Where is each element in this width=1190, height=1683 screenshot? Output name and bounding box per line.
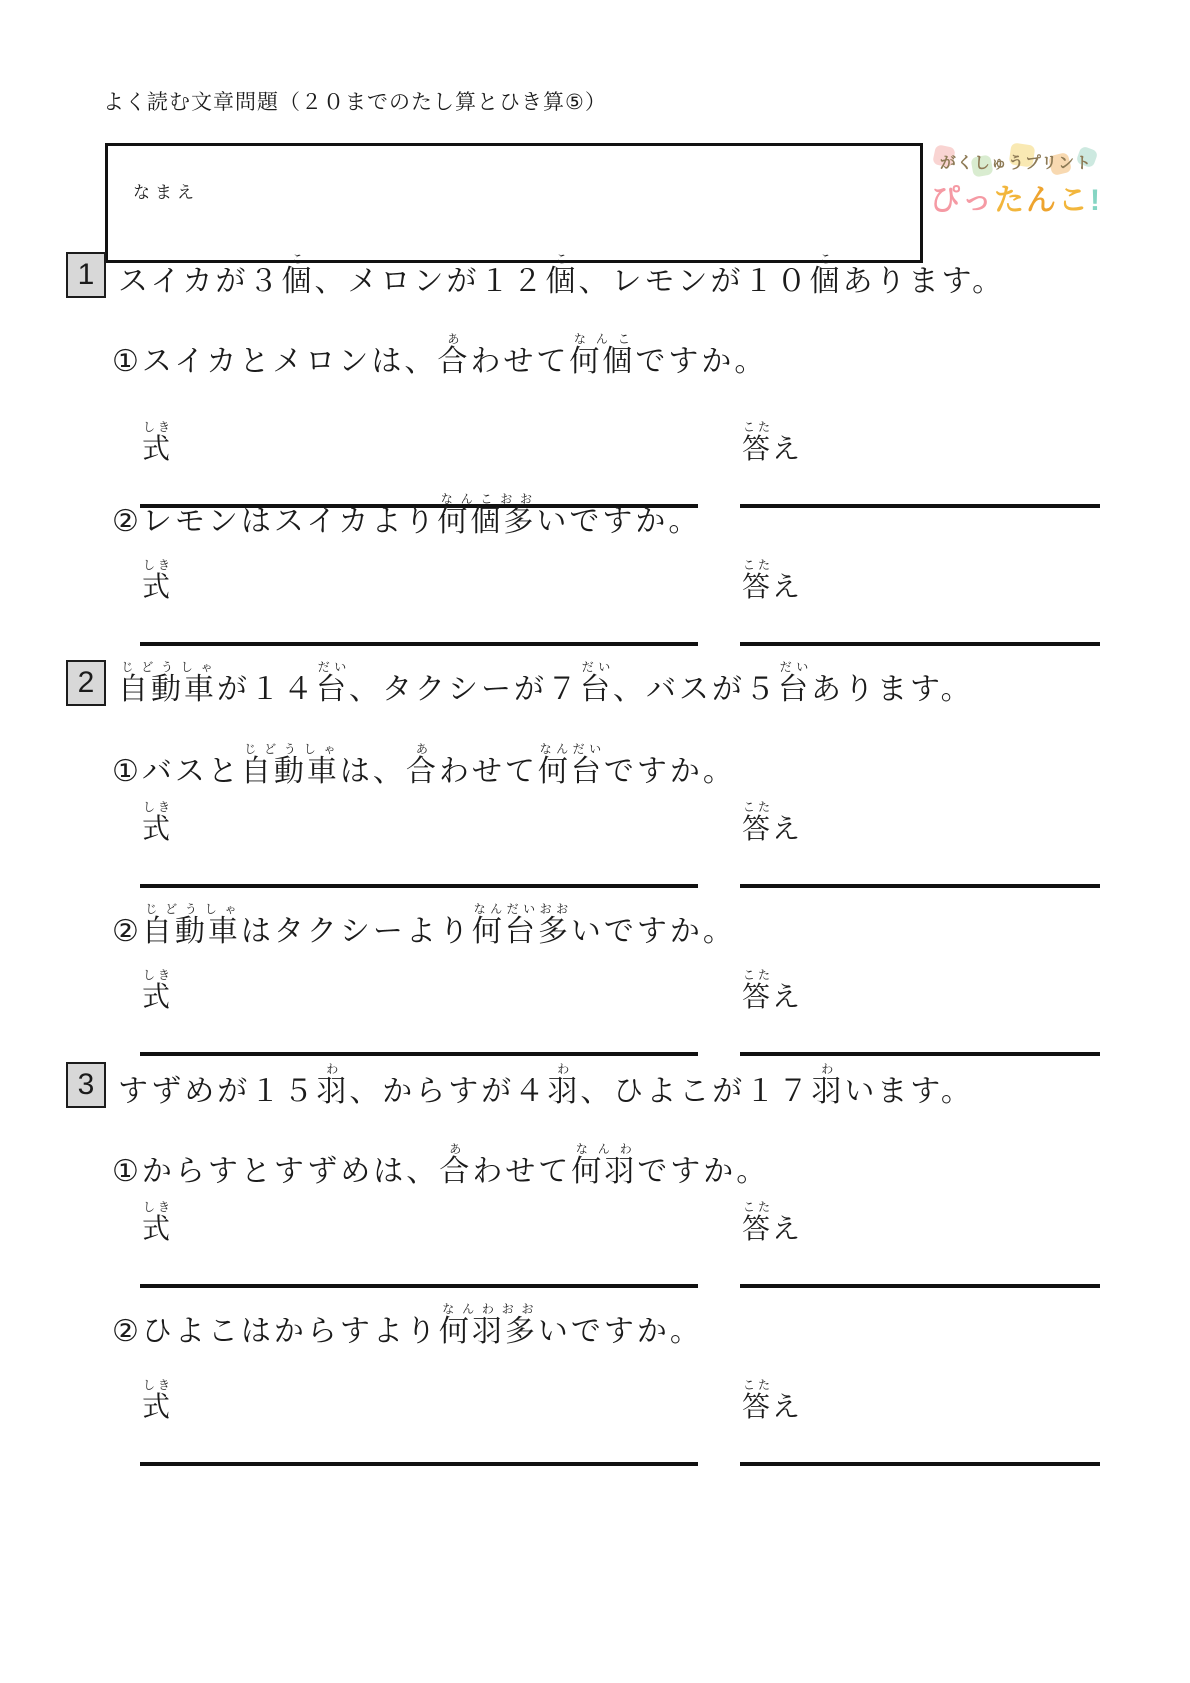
problem-2-number-badge: 2	[66, 660, 106, 706]
problem-2-answer-row-2	[140, 968, 1100, 1056]
formula-input-line[interactable]	[140, 1200, 698, 1288]
answer-input-line[interactable]	[740, 420, 1100, 508]
answer-label: 答こたえ	[742, 558, 803, 602]
answer-label: 答こたえ	[742, 968, 803, 1012]
logo-letter: っ	[962, 184, 994, 217]
answer-input-line[interactable]	[740, 558, 1100, 646]
worksheet-title: よく読む文章問題（２０までのたし算とひき算⑤）	[103, 91, 607, 114]
problem-1-question-1: ①スイカとメロンは、合あわせて何個なんこですか。	[112, 332, 768, 378]
formula-label: 式しき	[142, 1378, 173, 1422]
logo-letter: ぴ	[930, 184, 962, 217]
answer-input-line[interactable]	[740, 1378, 1100, 1466]
problem-3-answer-row-1	[140, 1200, 1100, 1288]
logo-letter: た	[994, 184, 1026, 217]
problem-2-question-1: ①バスと自動車じどうしゃは、合あわせて何台なんだいですか。	[112, 742, 736, 788]
answer-label: 答こたえ	[742, 1378, 803, 1422]
formula-input-line[interactable]	[140, 800, 698, 888]
answer-label: 答こたえ	[742, 800, 803, 844]
problem-1-question-2: ②レモンはスイカより何個多なんこおおいですか。	[112, 492, 702, 538]
answer-input-line[interactable]	[740, 800, 1100, 888]
formula-label: 式しき	[142, 420, 173, 464]
problem-2-header	[66, 660, 974, 706]
answer-input-line[interactable]	[740, 968, 1100, 1056]
formula-label: 式しき	[142, 968, 173, 1012]
name-label: なまえ	[133, 183, 199, 202]
problem-2-answer-row-1	[140, 800, 1100, 888]
logo-top-text: がくしゅうプリント	[939, 155, 1093, 172]
formula-input-line[interactable]	[140, 558, 698, 646]
problem-3-statement: すずめが１５羽わ、からすが４羽わ、ひよこが１７羽わいます。	[118, 1062, 974, 1108]
problem-1-header	[66, 252, 1005, 298]
problem-1-answer-row-2	[140, 558, 1100, 646]
formula-label: 式しき	[142, 800, 173, 844]
formula-input-line[interactable]	[140, 1378, 698, 1466]
problem-2-question-2: ②自動車じどうしゃはタクシーより何台多なんだいおおいですか。	[112, 902, 736, 948]
name-input-box[interactable]	[105, 143, 923, 263]
answer-input-line[interactable]	[740, 1200, 1100, 1288]
problem-2-statement: 自動車じどうしゃが１４台だい、タクシーが７台だい、バスが５台だいあります。	[118, 660, 974, 706]
problem-3-answer-row-2	[140, 1378, 1100, 1466]
logo-letter: こ	[1058, 184, 1090, 217]
pittanko-logo	[926, 150, 1106, 219]
logo-letter: ん	[1026, 184, 1058, 217]
problem-1-statement: スイカが３個こ、メロンが１２個こ、レモンが１０個こあります。	[118, 252, 1006, 298]
formula-input-line[interactable]	[140, 968, 698, 1056]
problem-3-header	[66, 1062, 974, 1108]
problem-3-question-2: ②ひよこはからすより何羽多なんわおおいですか。	[112, 1302, 703, 1348]
answer-label: 答こたえ	[742, 420, 803, 464]
formula-label: 式しき	[142, 1200, 173, 1244]
problem-1-number-badge: 1	[66, 252, 106, 298]
problem-3-number-badge: 3	[66, 1062, 106, 1108]
problem-3-question-1: ①からすとすずめは、合あわせて何羽なんわですか。	[112, 1142, 770, 1188]
answer-label: 答こたえ	[742, 1200, 803, 1244]
logo-bottom-text	[926, 175, 1106, 219]
logo-letter: !	[1090, 184, 1102, 217]
formula-label: 式しき	[142, 558, 173, 602]
